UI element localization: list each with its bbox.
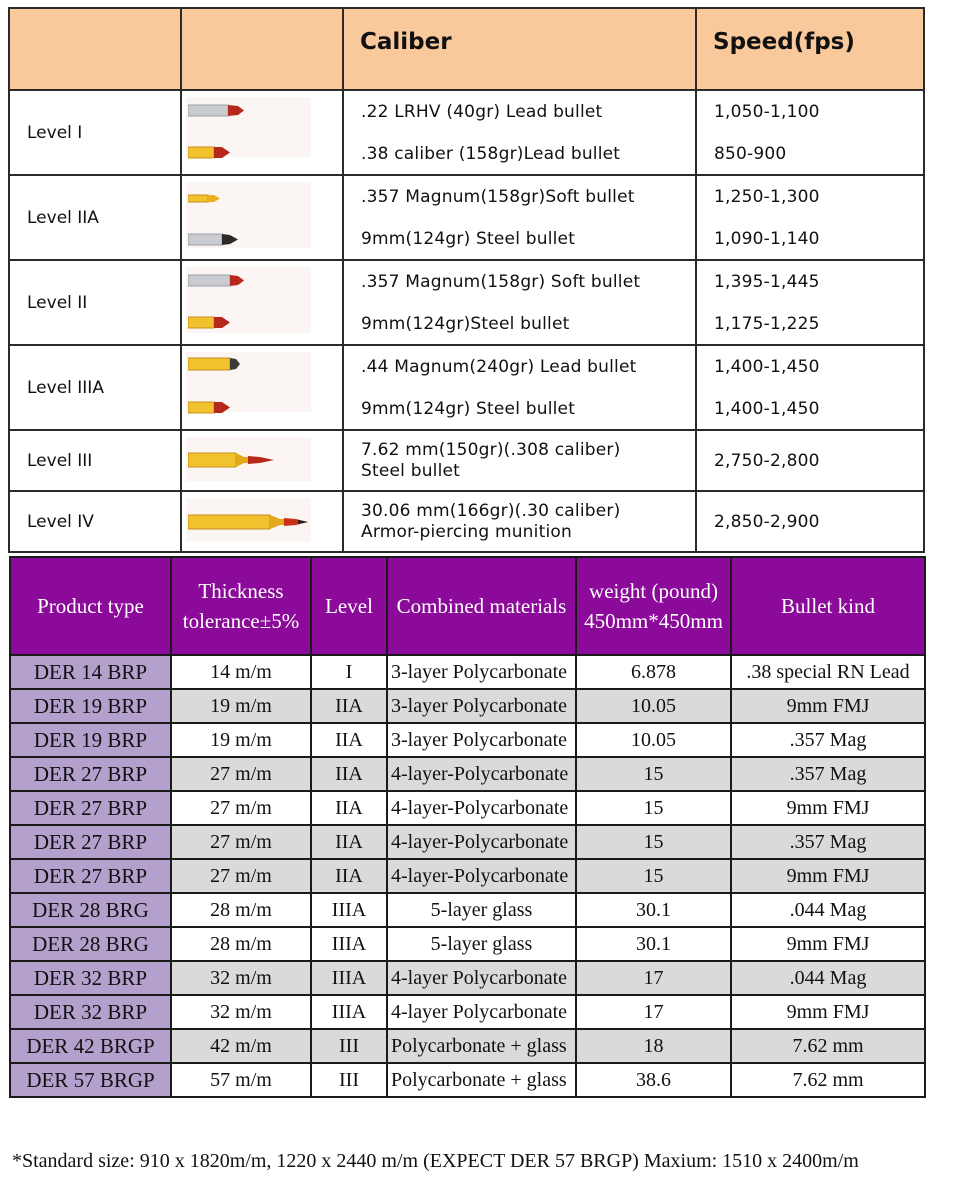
product-type-cell: DER 27 BRP <box>10 859 171 893</box>
thickness-cell: 27 m/m <box>171 791 311 825</box>
table-row <box>10 1063 925 1097</box>
product-type-cell: DER 19 BRP <box>10 689 171 723</box>
materials-cell: 4-layer-Polycarbonate <box>387 791 576 825</box>
bullet-kind-cell: .357 Mag <box>731 723 925 757</box>
level-cell: I <box>311 655 387 689</box>
product-type-cell: DER 19 BRP <box>10 723 171 757</box>
caliber-text: 9mm(124gr) Steel bullet <box>361 398 576 419</box>
speed-text: 1,175-1,225 <box>714 313 820 334</box>
table-row <box>10 825 925 859</box>
weight-cell: 18 <box>576 1029 731 1063</box>
level-cell: IIA <box>311 825 387 859</box>
caliber-text: Steel bullet <box>361 460 461 481</box>
table-row <box>10 1029 925 1063</box>
materials-cell: Polycarbonate + glass <box>387 1063 576 1097</box>
rifle-bullet-icon <box>188 449 288 473</box>
bullet-kind-cell: 9mm FMJ <box>731 689 925 723</box>
ballistic-header-row <box>9 8 924 90</box>
products-header-row <box>10 557 925 655</box>
brass-lead-bullet-icon <box>188 313 248 331</box>
materials-cell: 4-layer-Polycarbonate <box>387 825 576 859</box>
materials-cell: 5-layer glass <box>387 893 576 927</box>
thickness-cell: 27 m/m <box>171 859 311 893</box>
weight-cell: 15 <box>576 791 731 825</box>
caliber-cell <box>343 90 696 175</box>
header-speed: Speed(fps) <box>696 8 924 90</box>
speed-text: 850-900 <box>714 143 787 164</box>
bullet-kind-cell: 9mm FMJ <box>731 859 925 893</box>
table-row <box>10 927 925 961</box>
table-row <box>10 961 925 995</box>
bullet-images <box>181 345 343 430</box>
table-row <box>10 859 925 893</box>
table-row <box>10 757 925 791</box>
thickness-cell: 14 m/m <box>171 655 311 689</box>
level-name: Level I <box>9 90 181 175</box>
level-cell: IIIA <box>311 893 387 927</box>
speed-text: 1,050-1,100 <box>714 101 820 122</box>
table-row <box>10 689 925 723</box>
materials-cell: 4-layer Polycarbonate <box>387 961 576 995</box>
footnote: *Standard size: 910 x 1820m/m, 1220 x 2440 m/m (EXPECT DER 57 BRGP) Maxium: 1510 x 2400m/m <box>12 1150 859 1172</box>
caliber-text: .357 Magnum(158gr) Soft bullet <box>361 271 641 292</box>
speed-text: 1,395-1,445 <box>714 271 820 292</box>
weight-cell: 30.1 <box>576 893 731 927</box>
level-name: Level IIIA <box>9 345 181 430</box>
header-weight-line2: 450mm*450mm <box>584 609 723 633</box>
product-type-cell: DER 57 BRGP <box>10 1063 171 1097</box>
table-row <box>10 791 925 825</box>
level-name: Level II <box>9 260 181 345</box>
bullet-kind-cell: 9mm FMJ <box>731 791 925 825</box>
materials-cell: 3-layer Polycarbonate <box>387 723 576 757</box>
level-cell: IIA <box>311 859 387 893</box>
product-type-cell: DER 28 BRG <box>10 893 171 927</box>
materials-cell: 5-layer glass <box>387 927 576 961</box>
caliber-text: .22 LRHV (40gr) Lead bullet <box>361 101 603 122</box>
speed-text: 2,850-2,900 <box>696 491 924 552</box>
level-row <box>9 175 924 260</box>
thickness-cell: 57 m/m <box>171 1063 311 1097</box>
bullet-images <box>181 90 343 175</box>
caliber-text: .38 caliber (158gr)Lead bullet <box>361 143 621 164</box>
bullet-images <box>181 491 343 552</box>
level-row <box>9 430 924 491</box>
silver-lead-bullet-icon <box>188 271 248 289</box>
materials-cell: 3-layer Polycarbonate <box>387 655 576 689</box>
bullet-kind-cell: 9mm FMJ <box>731 995 925 1029</box>
header-image <box>181 8 343 90</box>
armor-piercing-bullet-icon <box>188 512 312 534</box>
silver-steel-bullet-icon <box>188 230 248 248</box>
level-cell: IIA <box>311 757 387 791</box>
header-thickness-line2: tolerance±5% <box>182 609 300 633</box>
thickness-cell: 19 m/m <box>171 723 311 757</box>
materials-cell: 4-layer-Polycarbonate <box>387 757 576 791</box>
table-row <box>10 723 925 757</box>
caliber-cell <box>343 260 696 345</box>
table-row <box>10 655 925 689</box>
level-cell: IIA <box>311 689 387 723</box>
caliber-cell <box>343 491 696 552</box>
bullet-kind-cell: .044 Mag <box>731 893 925 927</box>
level-cell: III <box>311 1063 387 1097</box>
weight-cell: 17 <box>576 995 731 1029</box>
brass-steel-bullet-icon <box>188 354 248 374</box>
caliber-cell <box>343 345 696 430</box>
level-cell: IIIA <box>311 927 387 961</box>
header-empty <box>9 8 181 90</box>
level-cell: IIIA <box>311 961 387 995</box>
caliber-text: .44 Magnum(240gr) Lead bullet <box>361 356 637 377</box>
header-thickness <box>171 557 311 655</box>
level-row <box>9 260 924 345</box>
speed-text: 1,400-1,450 <box>714 356 820 377</box>
level-cell: III <box>311 1029 387 1063</box>
small-brass-bullet-icon <box>188 192 248 206</box>
product-type-cell: DER 27 BRP <box>10 825 171 859</box>
thickness-cell: 42 m/m <box>171 1029 311 1063</box>
caliber-text: 7.62 mm(150gr)(.308 caliber) <box>361 439 621 460</box>
speed-text: 2,750-2,800 <box>696 430 924 491</box>
weight-cell: 30.1 <box>576 927 731 961</box>
bullet-images <box>181 260 343 345</box>
weight-cell: 6.878 <box>576 655 731 689</box>
caliber-text: Armor-piercing munition <box>361 521 572 542</box>
bullet-kind-cell: .357 Mag <box>731 825 925 859</box>
caliber-text: 9mm(124gr) Steel bullet <box>361 228 576 249</box>
header-weight-line1: weight (pound) <box>589 579 718 603</box>
level-name: Level III <box>9 430 181 491</box>
thickness-cell: 27 m/m <box>171 757 311 791</box>
product-type-cell: DER 28 BRG <box>10 927 171 961</box>
product-type-cell: DER 32 BRP <box>10 961 171 995</box>
weight-cell: 10.05 <box>576 723 731 757</box>
materials-cell: 4-layer Polycarbonate <box>387 995 576 1029</box>
thickness-cell: 27 m/m <box>171 825 311 859</box>
ballistic-levels-table <box>8 7 925 553</box>
thickness-cell: 32 m/m <box>171 961 311 995</box>
materials-cell: Polycarbonate + glass <box>387 1029 576 1063</box>
level-row <box>9 491 924 552</box>
speed-cell <box>696 345 924 430</box>
brass-lead-bullet-icon <box>188 143 248 161</box>
product-type-cell: DER 32 BRP <box>10 995 171 1029</box>
thickness-cell: 32 m/m <box>171 995 311 1029</box>
header-weight <box>576 557 731 655</box>
level-name: Level IV <box>9 491 181 552</box>
weight-cell: 38.6 <box>576 1063 731 1097</box>
weight-cell: 17 <box>576 961 731 995</box>
weight-cell: 15 <box>576 757 731 791</box>
materials-cell: 3-layer Polycarbonate <box>387 689 576 723</box>
header-bullet-kind: Bullet kind <box>731 557 925 655</box>
caliber-cell <box>343 430 696 491</box>
thickness-cell: 28 m/m <box>171 893 311 927</box>
caliber-cell <box>343 175 696 260</box>
bullet-kind-cell: .357 Mag <box>731 757 925 791</box>
header-level: Level <box>311 557 387 655</box>
level-cell: IIA <box>311 723 387 757</box>
table-row <box>10 995 925 1029</box>
level-name: Level IIA <box>9 175 181 260</box>
product-type-cell: DER 42 BRGP <box>10 1029 171 1063</box>
thickness-cell: 19 m/m <box>171 689 311 723</box>
speed-text: 1,090-1,140 <box>714 228 820 249</box>
silver-lead-bullet-icon <box>188 101 248 119</box>
products-table <box>9 556 926 1098</box>
product-type-cell: DER 27 BRP <box>10 757 171 791</box>
bullet-kind-cell: 7.62 mm <box>731 1063 925 1097</box>
brass-lead-bullet-icon <box>188 398 248 416</box>
speed-text: 1,250-1,300 <box>714 186 820 207</box>
speed-text: 1,400-1,450 <box>714 398 820 419</box>
bullet-kind-cell: 7.62 mm <box>731 1029 925 1063</box>
weight-cell: 15 <box>576 859 731 893</box>
bullet-images <box>181 175 343 260</box>
bullet-kind-cell: 9mm FMJ <box>731 927 925 961</box>
product-type-cell: DER 27 BRP <box>10 791 171 825</box>
level-cell: IIA <box>311 791 387 825</box>
header-caliber: Caliber <box>343 8 696 90</box>
thickness-cell: 28 m/m <box>171 927 311 961</box>
materials-cell: 4-layer-Polycarbonate <box>387 859 576 893</box>
header-materials: Combined materials <box>387 557 576 655</box>
level-cell: IIIA <box>311 995 387 1029</box>
table-row <box>10 893 925 927</box>
bullet-images <box>181 430 343 491</box>
bullet-kind-cell: .38 special RN Lead <box>731 655 925 689</box>
level-row <box>9 345 924 430</box>
weight-cell: 15 <box>576 825 731 859</box>
caliber-text: 9mm(124gr)Steel bullet <box>361 313 570 334</box>
caliber-text: .357 Magnum(158gr)Soft bullet <box>361 186 635 207</box>
level-row <box>9 90 924 175</box>
speed-cell <box>696 90 924 175</box>
speed-cell <box>696 260 924 345</box>
product-type-cell: DER 14 BRP <box>10 655 171 689</box>
header-product-type: Product type <box>10 557 171 655</box>
caliber-text: 30.06 mm(166gr)(.30 caliber) <box>361 500 621 521</box>
speed-cell <box>696 175 924 260</box>
weight-cell: 10.05 <box>576 689 731 723</box>
bullet-kind-cell: .044 Mag <box>731 961 925 995</box>
header-thickness-line1: Thickness <box>198 579 284 603</box>
